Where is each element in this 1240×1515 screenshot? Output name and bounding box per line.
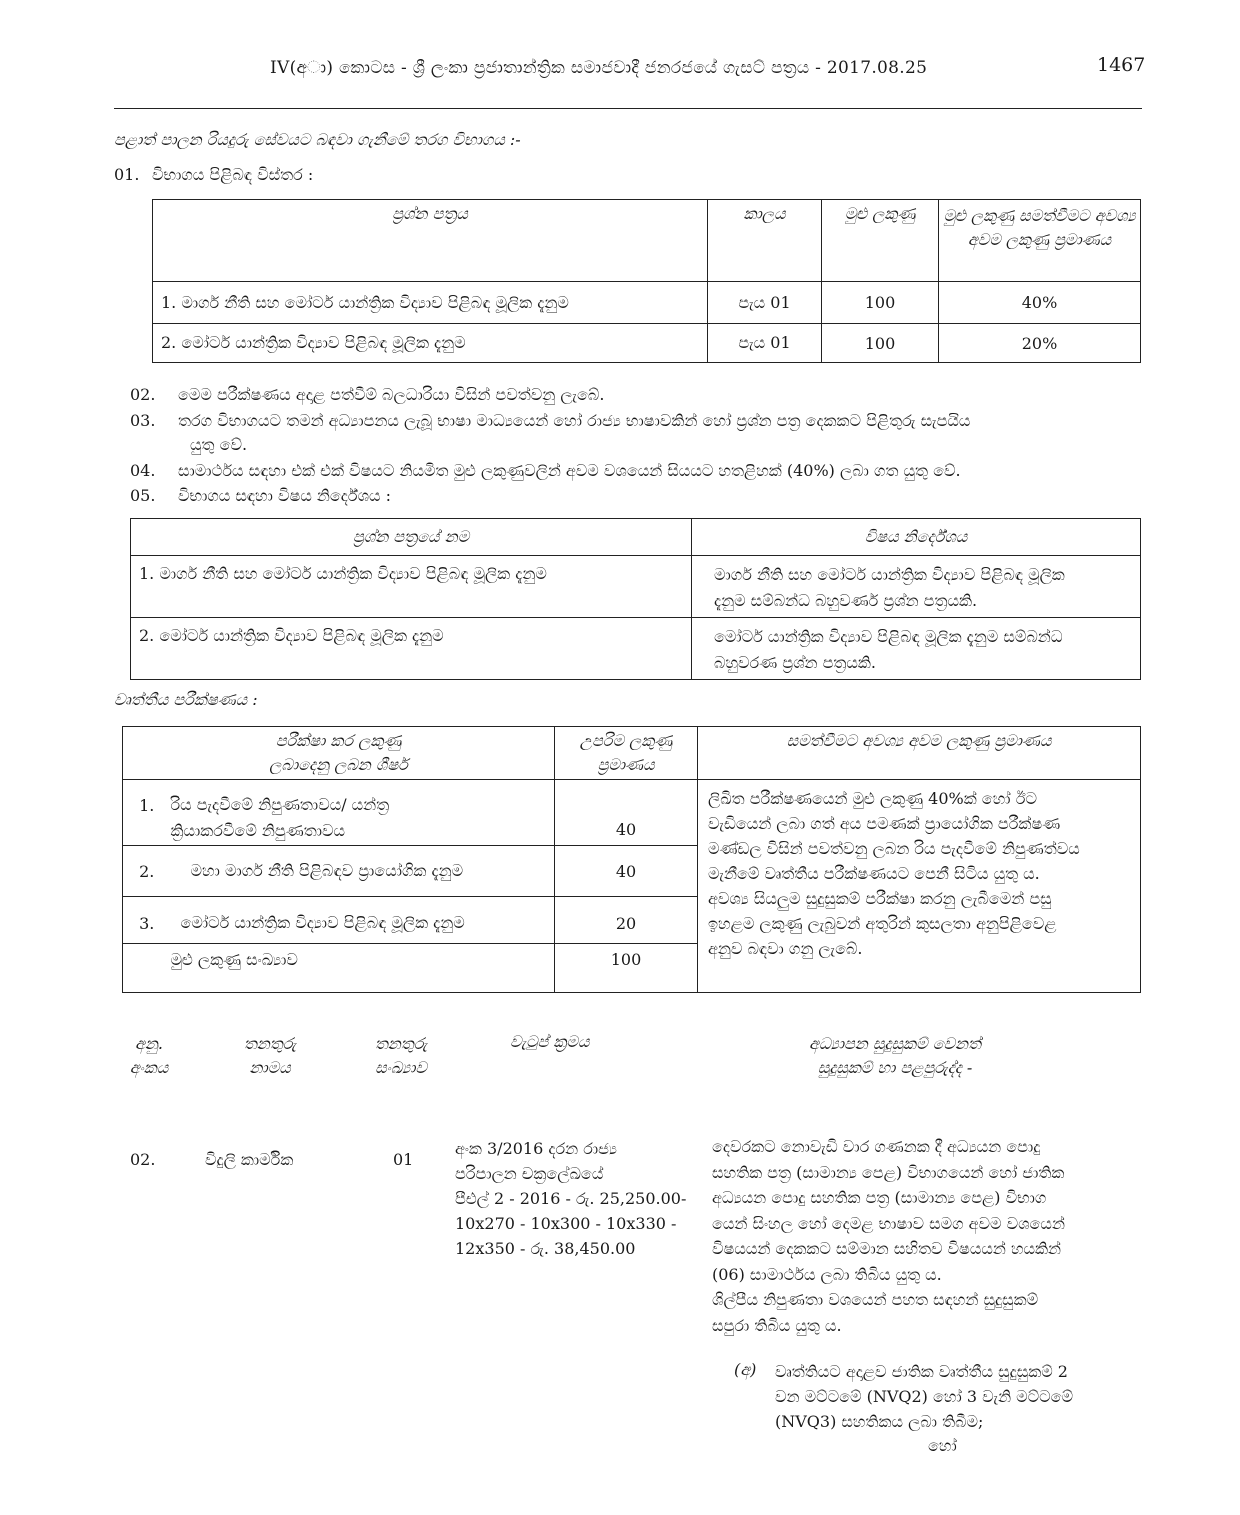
- requirement-line: මැනීමේ වෘත්තීය පරීක්ෂණයට පෙනී සිටිය යුතු ය.: [708, 864, 1040, 883]
- table-row: [131, 618, 1141, 680]
- col-header-line: පරීක්ෂා කර ලකුණු: [275, 731, 402, 750]
- note-text: සාමාර්ථය සඳහා එක් එක් විෂයට නියමිත මුළු ලකුණුවලින් අවම වශයෙන් සියයට හතළිහක් (40%) ලබා ගත යුතු වේ.: [178, 461, 961, 480]
- sub-item-text: [775, 1359, 1073, 1434]
- col-header-heads: [123, 727, 555, 780]
- salary-line: පීඑල් 2 - 2016 - රු. 25,250.00-: [455, 1189, 687, 1208]
- paper-name: 1. මාර්ග නීති සහ මෝටර් යාන්ත්‍රික විද්‍යාව පිළිබඳ මූලික දැනුම: [153, 282, 708, 324]
- syllabus-paper-name: 1. මාර්ග නීති සහ මෝටර් යාන්ත්‍රික විද්‍යාව පිළිබඳ මූලික දැනුම: [131, 556, 692, 618]
- col-post-name: [228, 1032, 312, 1080]
- col-qualifications: [760, 1032, 1030, 1080]
- practical-requirement: [698, 780, 1141, 993]
- practical-test-table: [122, 726, 1141, 993]
- practical-row-title-line: ක්‍රියාකරවීමේ නිපුණතාවය: [170, 821, 345, 840]
- col-header-paper-name: ප්‍රශ්න පත්‍රයේ නම: [131, 519, 692, 556]
- syllabus-paper-name: 2. මෝටර් යාන්ත්‍රික විද්‍යාව පිළිබඳ මූලික දැනුම: [131, 618, 692, 680]
- col-header-line: උපරිම ලකුණු: [579, 731, 673, 750]
- table-row: [123, 780, 1141, 846]
- col-serial: [118, 1032, 180, 1080]
- paper-total-marks: 100: [822, 324, 939, 363]
- salary-line: 10x270 - 10x300 - 10x330 -: [455, 1214, 677, 1233]
- qualification-line: දෙවරකට නොවැඩි වාර ගණනක දී අධ්‍යයන පොදු: [712, 1137, 1041, 1156]
- entry-post-count: 01: [393, 1150, 414, 1169]
- practical-row-marks: 40: [555, 846, 698, 897]
- qualification-line: විෂයයන් දෙකකට සම්මාන සහිතව විෂයයන් හයකින්: [712, 1239, 1062, 1258]
- note-number: 02.: [130, 385, 156, 404]
- note-text: මෙම පරීක්ෂණය අදාළ පත්වීම් බලධාරියා විසින් පවත්වනු ලැබේ.: [178, 385, 605, 404]
- requirement-line: අනුව බඳවා ගනු ලැබේ.: [708, 939, 863, 958]
- col-post-name-line: නාමය: [249, 1058, 291, 1077]
- col-qualifications-line: අධ්‍යාපන සුදුසුකම් වෙනත්: [809, 1034, 981, 1053]
- salary-line: පරිපාලන චක්‍රලේඛයේ: [455, 1164, 604, 1183]
- practical-row-title: මහා මාර්ග නීති පිළිබඳව ප්‍රායෝගික දැනුම: [171, 846, 555, 897]
- table-row: [153, 282, 1141, 324]
- practical-row-marks: 40: [555, 780, 698, 846]
- header-divider: [114, 108, 1142, 109]
- sub-item-line: වෘත්තියට අදාළව ජාතික වෘත්තීය සුදුසුකම් 2: [775, 1362, 1068, 1381]
- sub-item-line: වන මට්ටමේ (NVQ2) හෝ 3 වැනි මට්ටමේ: [775, 1387, 1074, 1406]
- section-heading: පළාත් පාලන රියදුරු සේවයට බඳවා ගැනීමේ තරග විභාගය :-: [114, 130, 521, 149]
- paper-name: 2. මෝටර් යාන්ත්‍රික විද්‍යාව පිළිබඳ මූලික දැනුම: [153, 324, 708, 363]
- col-header-min-required: සමත්වීමට අවශ්‍ය අවම ලකුණු ප්‍රමාණය: [698, 727, 1141, 780]
- note-text-continued: යුතු වේ.: [190, 435, 248, 454]
- qualification-line: යෙන් සිංහල හෝ දෙමළ භාෂාව සමග අවම වශයෙන්: [712, 1213, 1065, 1233]
- col-header-line: ප්‍රමාණය: [597, 755, 655, 774]
- syllabus-description-line: මෝටර් යාන්ත්‍රික විද්‍යාව පිළිබඳ මූලික දැනුම සම්බන්ධ: [714, 627, 1063, 646]
- requirement-line: ඉහළම ලකුණු ලැබුවන් අතුරින් කුසලතා අනුපිළිවෙළ: [708, 914, 1057, 933]
- note-number: 04.: [130, 461, 156, 480]
- salary-line: අංක 3/2016 දරන රාජ්‍ය: [455, 1139, 617, 1158]
- syllabus-description-line: බහුවරණ ප්‍රශ්න පත්‍රයකි.: [714, 653, 877, 672]
- note-number: 05.: [130, 486, 156, 505]
- qualification-line: සපුරා තිබිය යුතු ය.: [712, 1315, 842, 1335]
- syllabus-table: [130, 518, 1141, 680]
- practical-row-number: [123, 944, 171, 993]
- col-header-pass-marks: මුළු ලකුණු සමත්වීමට අවශ්‍ය අවම ලකුණු ප්‍රමාණය: [939, 200, 1141, 282]
- note-text: විභාගය සඳහා විෂය නිර්දේශය :: [178, 486, 391, 505]
- practical-row-title: මෝටර් යාන්ත්‍රික විද්‍යාව පිළිබඳ මූලික දැනුම: [171, 897, 555, 944]
- or-text: හෝ: [928, 1436, 957, 1455]
- col-serial-line: අංකය: [129, 1058, 169, 1077]
- exam-details-table: [152, 199, 1141, 363]
- col-header-paper: ප්‍රශ්න පත්‍රය: [153, 200, 708, 282]
- syllabus-description: [692, 618, 1141, 680]
- entry-post-name: විදුලි කාර්මික: [205, 1150, 294, 1169]
- table-row: [153, 324, 1141, 363]
- item-01-number: 01.: [114, 165, 140, 184]
- practical-row-number: 1.: [123, 780, 171, 846]
- note-number: 03.: [130, 411, 156, 430]
- col-header-line: ලබාදෙනු ලබන ශීර්ෂ: [269, 755, 408, 774]
- practical-row-title: [171, 780, 555, 846]
- paper-duration: පැය 01: [708, 282, 822, 324]
- qualification-line: ශිල්පීය නිපුණතා වශයෙන් පහත සඳහන් සුදුසුකම්: [712, 1290, 1039, 1309]
- col-post-count: [356, 1032, 446, 1080]
- qualification-line: සහතික පත්‍ර (සාමාන්‍ය පෙළ) විභාගයෙන් හෝ ජාතික: [712, 1162, 1065, 1182]
- col-header-total-marks: මුළු ලකුණු: [822, 200, 939, 282]
- syllabus-header-row: [131, 519, 1141, 556]
- requirement-line: අවශ්‍ය සියලුම සුදුසුකම් පරීක්ෂා කරනු ලැබීමෙන් පසු: [708, 889, 1052, 908]
- col-qualifications-line: සුදුසුකම් හා පළපුරුද්ද -: [817, 1058, 973, 1077]
- paper-pass-marks: 20%: [939, 324, 1141, 363]
- requirement-line: ලිඛිත පරීක්ෂණයෙන් මුළු ලකුණු 40%ක් හෝ ඊට: [708, 789, 1037, 808]
- paper-total-marks: 100: [822, 282, 939, 324]
- practical-test-heading: වෘත්තීය පරීක්ෂණය :: [114, 690, 258, 709]
- note-text: තරග විභාගයට තමන් අධ්‍යාපනය ලැබූ භාෂා මාධ්‍යයෙන් හෝ රාජ්‍ය භාෂාවකින් හෝ ප්‍රශ්න පත්‍ර දෙකකට පිළිතුරු සැපයිය: [178, 411, 971, 430]
- item-01-text: විභාගය පිළිබඳ විස්තර :: [152, 165, 314, 184]
- col-header-duration: කාලය: [708, 200, 822, 282]
- entry-serial: 02.: [130, 1150, 156, 1169]
- sub-item-label: (අ): [734, 1360, 757, 1379]
- col-header-max-marks: [555, 727, 698, 780]
- syllabus-description: [692, 556, 1141, 618]
- entry-qualifications: [712, 1134, 1142, 1338]
- col-header-syllabus: විෂය නිර්දේශය: [692, 519, 1141, 556]
- requirement-line: වැඩියෙන් ලබා ගත් අය පමණක් ප්‍රායෝගික පරීක්ෂණ: [708, 814, 1061, 833]
- salary-line: 12x350 - රු. 38,450.00: [455, 1239, 636, 1258]
- col-post-count-line: තනතුරු: [374, 1034, 428, 1053]
- exam-details-header-row: [153, 200, 1141, 282]
- col-serial-line: අනු.: [135, 1034, 163, 1053]
- sub-item-line: (NVQ3) සහතිකය ලබා තිබීම;: [775, 1412, 984, 1431]
- syllabus-description-line: දැනුම සම්බන්ධ බහුවර්ණ ප්‍රශ්න පත්‍රයකි.: [714, 591, 978, 610]
- practical-total-label: මුළු ලකුණු සංඛ්‍යාව: [171, 944, 555, 993]
- paper-pass-marks: 40%: [939, 282, 1141, 324]
- col-post-name-line: තනතුරු: [243, 1034, 297, 1053]
- syllabus-description-line: මාර්ග නීති සහ මෝටර් යාන්ත්‍රික විද්‍යාව පිළිබඳ මූලික: [714, 565, 1065, 584]
- practical-row-title-line: රිය පැදවීමේ නිපුණතාවය/ යන්ත්‍ර: [170, 795, 390, 814]
- qualification-line: අධ්‍යයන පොදු සහතික පත්‍ර (සාමාන්‍ය පෙළ) විභාග: [712, 1188, 1047, 1207]
- gazette-header-title: IV(අා) කොටස - ශ්‍රී ලංකා ප්‍රජාතාන්ත්‍රික සමාජවාදී ජනරජයේ ගැසට් පත්‍රය - 2017.08.25: [270, 58, 928, 78]
- page-number: 1467: [1097, 54, 1146, 76]
- col-post-count-line: සංඛ්‍යාව: [375, 1058, 427, 1077]
- table-row: [131, 556, 1141, 618]
- practical-row-marks: 20: [555, 897, 698, 944]
- entry-salary-scale: [455, 1136, 695, 1261]
- practical-row-number: 2.: [123, 846, 171, 897]
- paper-duration: පැය 01: [708, 324, 822, 363]
- requirement-line: මණ්ඩල විසින් පවත්වනු ලබන රිය පැදවීමේ නිපුණත්වය: [708, 839, 1080, 858]
- qualification-line: (06) සාමාර්ථය ලබා තිබිය යුතු ය.: [712, 1264, 942, 1284]
- col-salary-scale: වැටුප් ක්‍රමය: [510, 1032, 590, 1051]
- practical-header-row: [123, 727, 1141, 780]
- practical-total-marks: 100: [555, 944, 698, 993]
- practical-row-number: 3.: [123, 897, 171, 944]
